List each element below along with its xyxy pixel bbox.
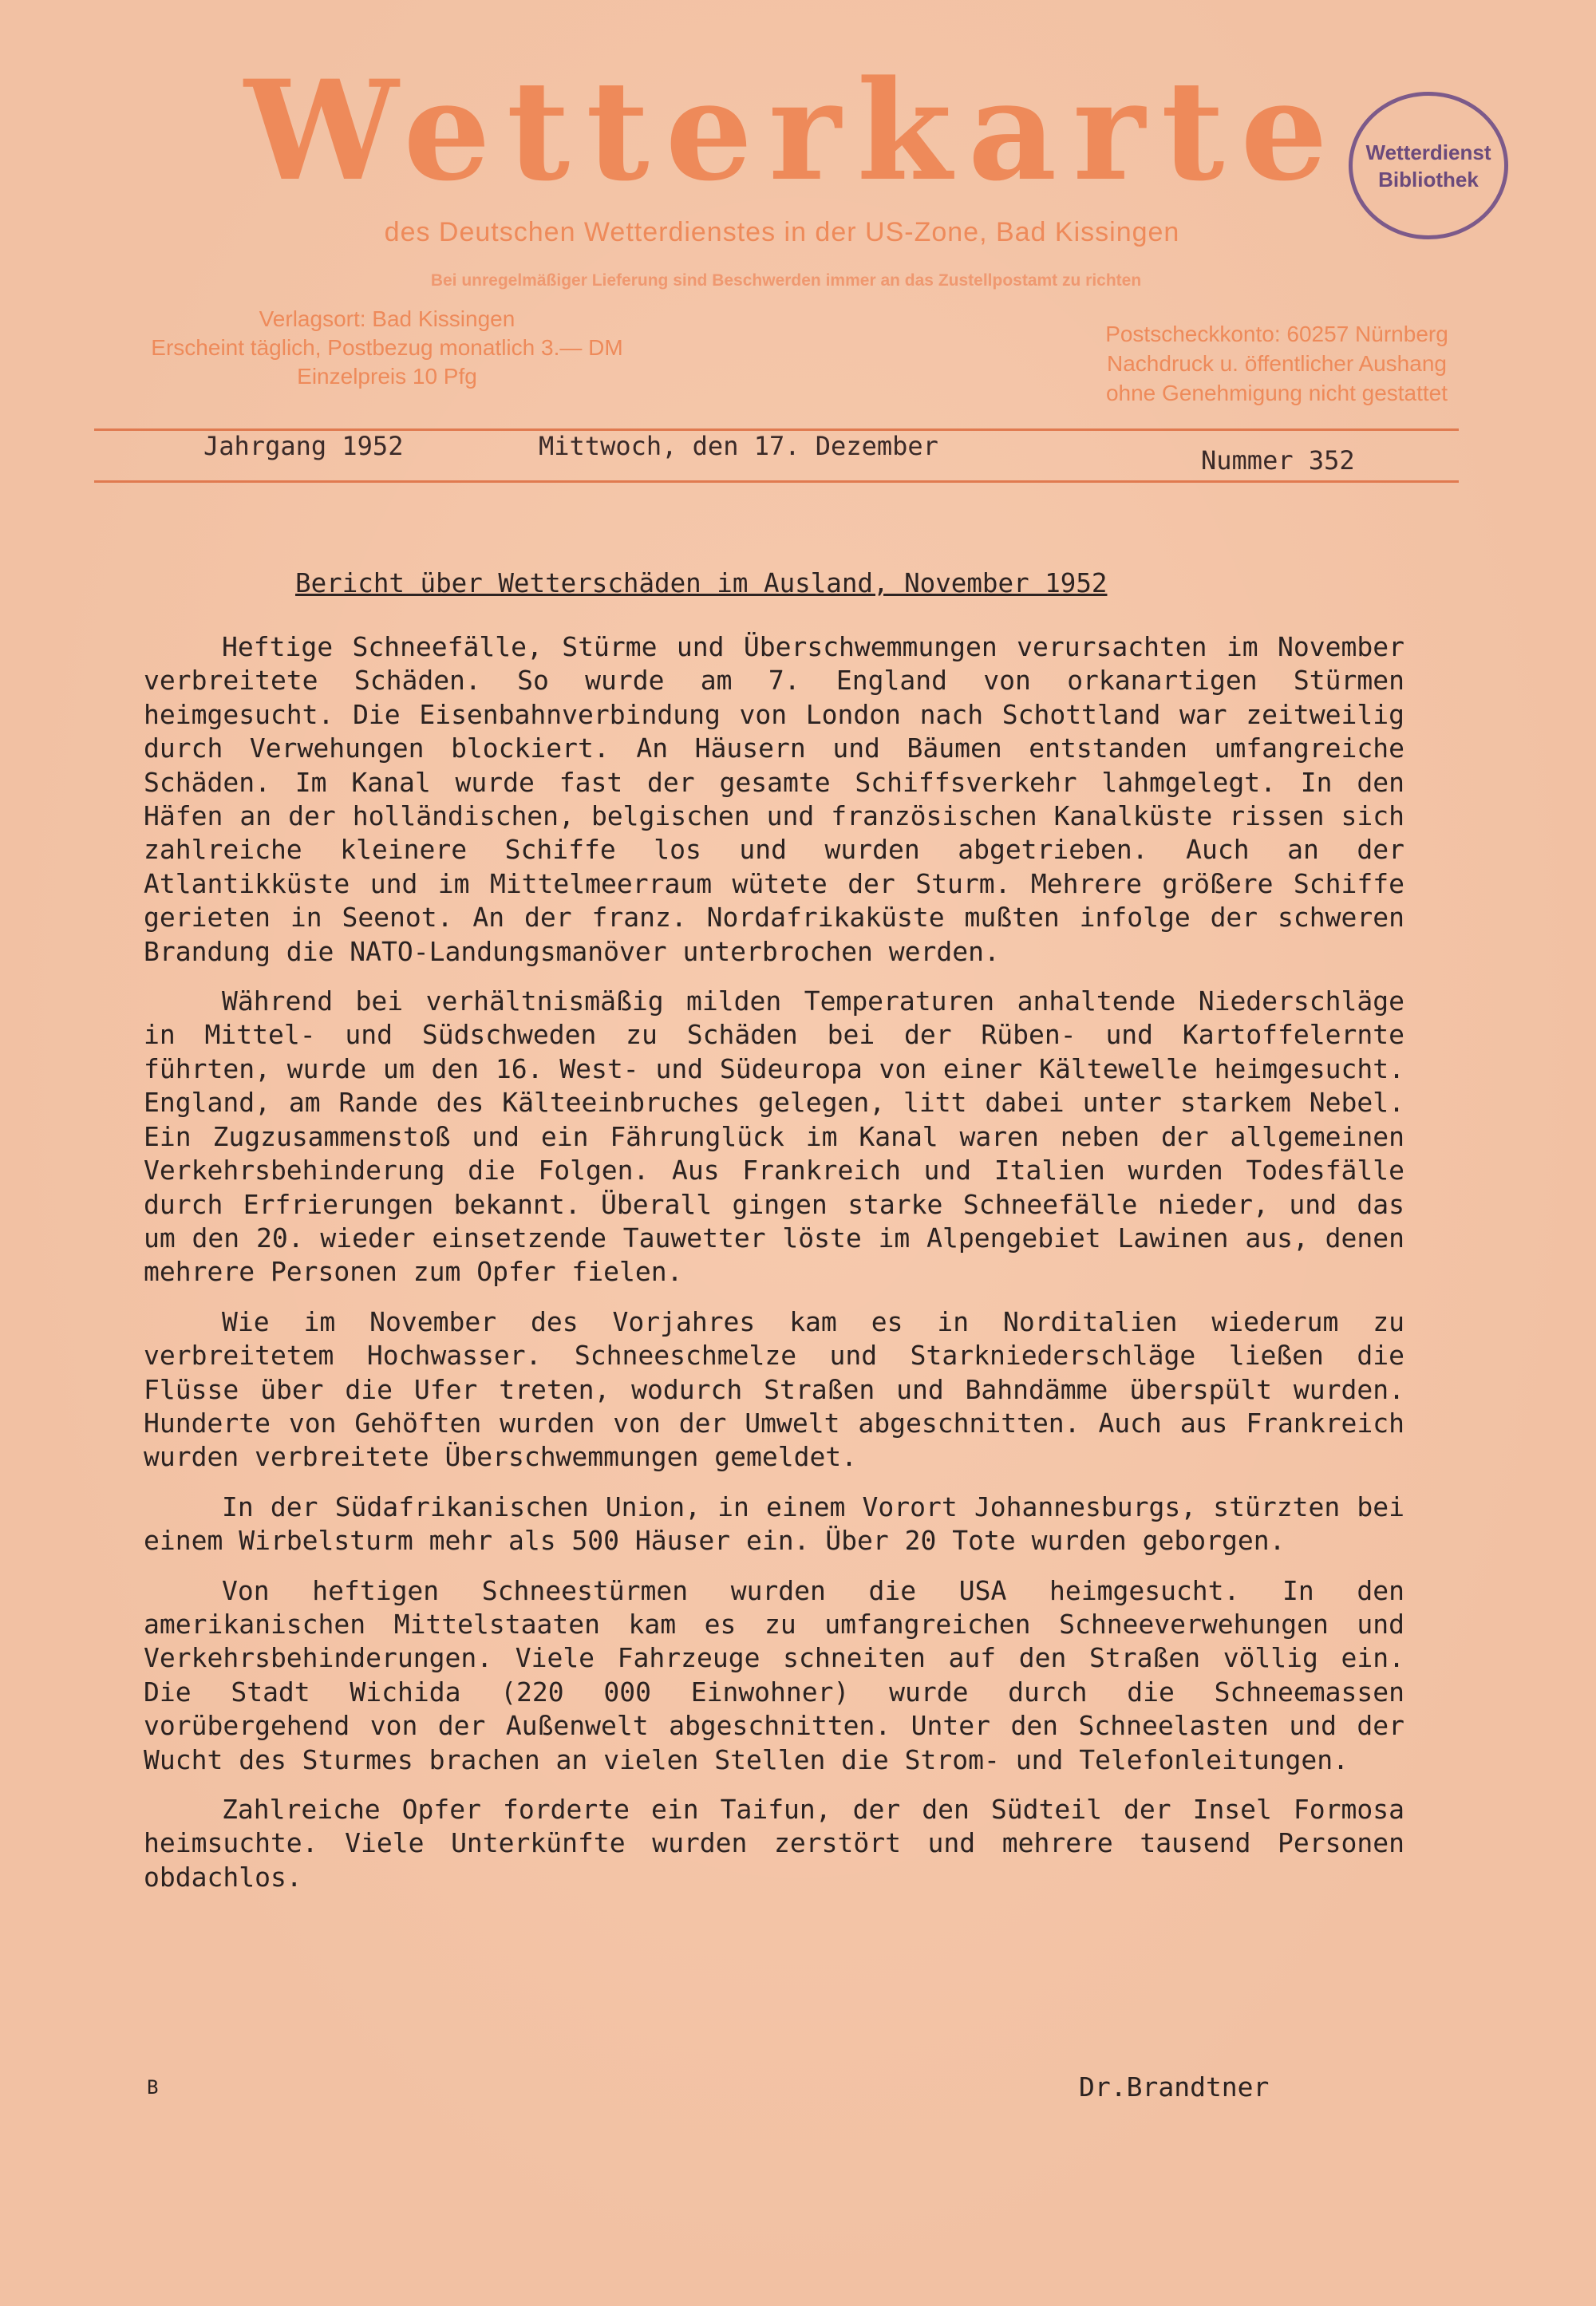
author-signature: Dr.Brandtner <box>1079 2071 1270 2103</box>
rights-info <box>1077 319 1476 408</box>
publisher-subtitle: des Deutschen Wetterdienstes in der US-Zone, Bad Kissingen <box>384 217 1180 247</box>
single-price: Einzelpreis 10 Pfg <box>297 364 477 389</box>
header-rule-bottom <box>94 480 1459 483</box>
paragraph: Von heftigen Schneestürmen wurden die USA heimgesucht. In den amerikanischen Mittelstaaten kam es zu umfangreichen Schneeverwehungen und Verkehrsbehinderungen. Viele Fahrzeuge schneiten auf den Straßen völlig ein. Die Stadt Wichida (220 000 Einwohner) wurde durch die Schneemassen vorübergehend von der Außenwelt abgeschnitten. Unter den Schneelasten und der Wucht des Sturmes brachen an vielen Stellen die Strom- und Telefonleitungen. <box>144 1574 1404 1775</box>
postal-account: Postscheckkonto: 60257 Nürnberg <box>1105 322 1448 346</box>
issue-date: Mittwoch, den 17. Dezember <box>539 431 938 461</box>
publication-place: Verlagsort: Bad Kissingen <box>259 306 516 331</box>
library-stamp <box>1349 92 1508 239</box>
reprint-notice-line1: Nachdruck u. öffentlicher Aushang <box>1107 351 1447 376</box>
publication-frequency: Erscheint täglich, Postbezug monatlich 3.— DM <box>151 335 623 360</box>
delivery-notice: Bei unregelmäßiger Lieferung sind Beschwerden immer an das Zustellpostamt zu richten <box>430 271 1142 290</box>
masthead-title: Wetterkarte <box>244 49 1344 211</box>
stamp-line-2: Bibliothek <box>1378 167 1479 192</box>
report-title: Bericht über Wetterschäden im Ausland, November 1952 <box>295 568 1108 598</box>
report-body <box>144 630 1404 1910</box>
issue-year: Jahrgang 1952 <box>203 431 404 461</box>
reprint-notice-line2: ohne Genehmigung nicht gestattet <box>1105 381 1448 405</box>
stamp-line-1: Wetterdienst <box>1365 140 1491 164</box>
publication-info <box>112 305 662 391</box>
paragraph: Wie im November des Vorjahres kam es in Norditalien wiederum zu verbreitetem Hochwasser. Schneeschmelze und Starkniederschläge ließen die Flüsse über die Ufer treten, wodurch Straßen und Bahndämme überspült wurden. Hunderte von Gehöften wurden von der Umwelt abgeschnitten. Auch aus Frankreich wurden verbreitete Überschwemmungen gemeldet. <box>144 1305 1404 1473</box>
typist-initial: B <box>147 2076 159 2099</box>
paragraph: In der Südafrikanischen Union, in einem Vorort Johannesburgs, stürzten bei einem Wirbelsturm mehr als 500 Häuser ein. Über 20 Tote wurden geborgen. <box>144 1491 1404 1557</box>
paragraph: Während bei verhältnismäßig milden Temperaturen anhaltende Niederschläge in Mittel- und Südschweden zu Schäden bei der Rüben- und Kartoffelernte führten, wurde um den 16. West- und Südeuropa von einer Kältewelle heimgesucht. England, am Rande des Kälteeinbruches gelegen, litt dabei unter starkem Nebel. Ein Zugzusammenstoß und ein Fährunglück im Kanal waren neben der allgemeinen Verkehrsbehinderung die Folgen. Aus Frankreich und Italien wurden Todesfälle durch Erfrierungen bekannt. Überall gingen starke Schneefälle nieder, und das um den 20. wieder einsetzende Tauwetter löste im Alpengebiet Lawinen aus, denen mehrere Personen zum Opfer fielen. <box>144 985 1404 1288</box>
paragraph: Heftige Schneefälle, Stürme und Überschwemmungen verursachten im November verbreitete Schäden. So wurde am 7. England von orkanartigen Stürmen heimgesucht. Die Eisenbahnverbindung von London nach Schottland war zeitweilig durch Verwehungen blockiert. An Häusern und Bäumen entstanden umfangreiche Schäden. Im Kanal wurde fast der gesamte Schiffsverkehr lahmgelegt. In den Häfen an der holländischen, belgischen und französischen Kanalküste rissen sich zahlreiche kleinere Schiffe los und wurden abgetrieben. Auch an der Atlantikküste und im Mittelmeerraum wütete der Sturm. Mehrere größere Schiffe gerieten in Seenot. An der franz. Nordafrikaküste mußten infolge der schweren Brandung die NATO-Landungsmanöver unterbrochen werden. <box>144 631 1404 967</box>
issue-number: Nummer 352 <box>1201 445 1355 476</box>
paragraph: Zahlreiche Opfer forderte ein Taifun, der den Südteil der Insel Formosa heimsuchte. Viele Unterkünfte wurden zerstört und mehrere tausend Personen obdachlos. <box>144 1794 1404 1893</box>
